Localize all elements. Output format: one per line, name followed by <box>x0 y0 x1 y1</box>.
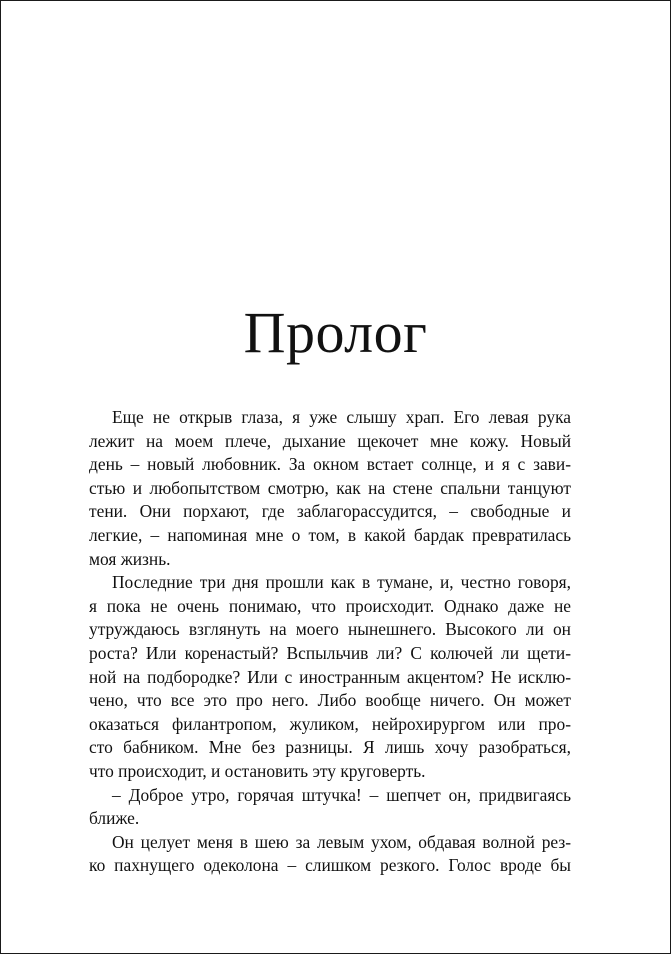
body-text <box>89 406 571 878</box>
paragraph-2-line-7: оказаться филантропом, жуликом, нейрохирургом или про- <box>89 713 571 734</box>
paragraph-1-line-1: Еще не открыв глаза, я уже слышу храп. Его левая рука <box>112 407 571 427</box>
paragraph-3-line-1: – Доброе утро, горячая штучка! – шепчет он, придвигаясь <box>112 784 571 805</box>
paragraph-2-line-8: сто бабником. Мне без разницы. Я лишь хочу разобраться, <box>89 737 571 758</box>
paragraph-1-line-6: легкие, – напоминая мне о том, в какой бардак превратилась <box>89 524 571 545</box>
paragraph-1-line-4: стью и любопытством смотрю, как на стене спальни танцуют <box>89 477 571 498</box>
paragraph-4-line-2: ко пахнущего одеколона – слишком резкого. Голос вроде бы <box>89 855 571 876</box>
paragraph-2-line-9: что происходит, и остановить эту круговерть. <box>89 760 426 781</box>
paragraph-1-line-7: моя жизнь. <box>89 548 171 569</box>
paragraph-2-line-6: чено, что все это про него. Либо вообще ничего. Он может <box>89 690 571 711</box>
paragraph-3-line-2: ближе. <box>89 808 140 829</box>
paragraph-1-line-2: лежит на моем плече, дыхание щекочет мне кожу. Новый <box>89 430 571 451</box>
paragraph-2-line-2: я пока не очень понимаю, что происходит. Однако даже не <box>89 595 571 616</box>
paragraph-2-line-5: ной на подбородке? Или с иностранным акцентом? Не исклю- <box>89 666 571 687</box>
paragraph-2-line-1: Последние три дня прошли как в тумане, и, честно говоря, <box>112 572 571 593</box>
paragraph-1-line-5: тени. Они порхают, где заблагорассудится, – свободные и <box>89 501 571 522</box>
paragraph-1-line-3: день – новый любовник. За окном встает солнце, и я с зави- <box>89 454 571 475</box>
paragraph-2-line-4: роста? Или коренастый? Вспыльчив ли? С колючей ли щети- <box>89 642 571 663</box>
paragraph-4-line-1: Он целует меня в шею за левым ухом, обдавая волной рез- <box>112 831 571 852</box>
paragraph-2-line-3: утруждаюсь взглянуть на моего нынешнего. Высокого ли он <box>89 619 571 640</box>
chapter-title: Пролог <box>243 300 428 365</box>
